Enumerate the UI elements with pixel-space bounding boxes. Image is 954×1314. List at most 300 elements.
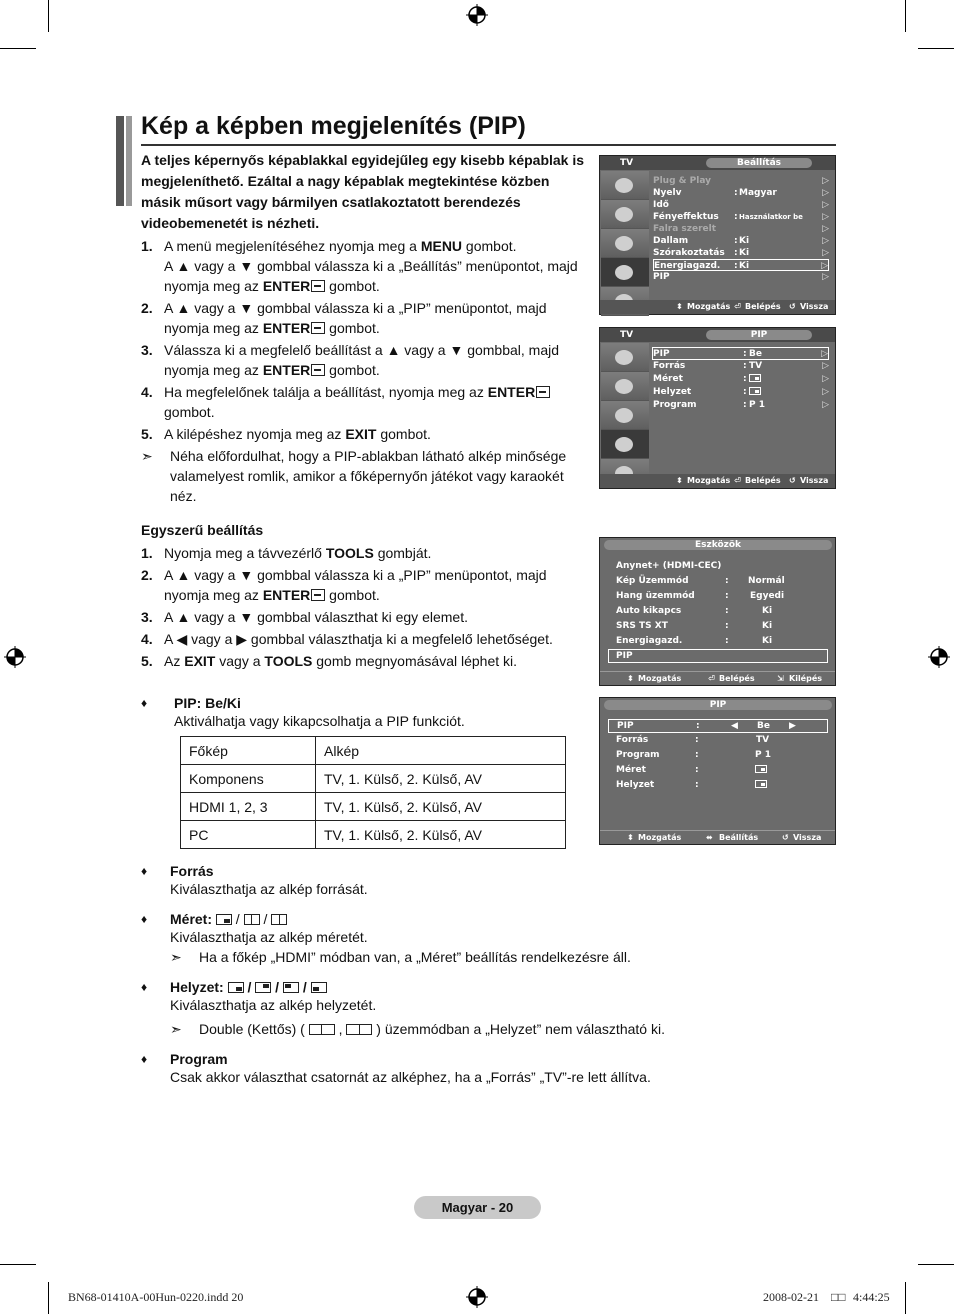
osd-row-value: Normál	[748, 576, 785, 586]
osd-row-sep: :	[734, 248, 738, 258]
osd-row-sep: :	[734, 212, 738, 222]
table-cell: TV, 1. Külső, 2. Külső, AV	[316, 793, 566, 821]
step-text: gombot.	[325, 587, 380, 603]
osd-menu-title: PIP	[604, 700, 832, 710]
osd-hint: Mozgatás	[687, 302, 731, 311]
osd-pip-menu	[599, 327, 836, 489]
enter-icon	[311, 589, 325, 601]
key-name: TOOLS	[325, 545, 374, 561]
step-text: A kilépéshez nyomja meg az	[164, 426, 346, 442]
note-text: ) üzemmódban a „Helyzet” nem választható ki.	[376, 1021, 665, 1037]
double-mode-wide-icon	[346, 1024, 372, 1035]
osd-row-value: TV	[756, 735, 770, 745]
crop-mark	[905, 1282, 906, 1314]
osd-row-selected[interactable]	[608, 719, 828, 733]
osd-row[interactable]	[652, 386, 829, 399]
table-cell: HDMI 1, 2, 3	[181, 793, 316, 821]
osd-row-label: Forrás	[616, 735, 649, 745]
osd-sidebar	[601, 343, 649, 488]
osd-menu-rows	[652, 347, 829, 412]
step-text: A menü megjelenítéséhez nyomja meg a	[164, 238, 421, 254]
osd-row-value: Ki	[739, 248, 750, 258]
return-icon: ↺	[789, 302, 796, 311]
bullet-icon: ♦	[141, 980, 148, 994]
step-item	[141, 382, 591, 422]
slug-time: 4:44:25	[853, 1290, 890, 1304]
move-icon: ⬍	[676, 302, 683, 311]
crop-mark	[918, 48, 954, 49]
picture-menu-icon[interactable]	[601, 343, 649, 372]
osd-row-label: PIP	[653, 349, 670, 359]
osd-hint: Beállítás	[719, 833, 759, 842]
step-number: 5.	[141, 426, 153, 442]
registration-mark-icon	[928, 646, 950, 668]
osd-row-label: Nyelv	[653, 188, 682, 198]
osd-row-label: Energiagazd.	[616, 636, 683, 646]
osd-row-sep: :	[734, 236, 738, 246]
chevron-right-icon: ▷	[821, 349, 828, 359]
size-double-icon	[244, 914, 260, 925]
crop-mark	[905, 0, 906, 32]
osd-row-label: Helyzet	[616, 780, 655, 790]
osd-row[interactable]	[608, 604, 828, 619]
osd-row-label: Méret	[653, 374, 683, 384]
osd-row-label: PIP	[653, 272, 670, 282]
osd-row[interactable]	[653, 235, 829, 247]
osd-source-label: TV	[620, 330, 634, 340]
note-text: ,	[338, 1021, 343, 1037]
step-number: 4.	[141, 384, 153, 400]
osd-row-label: Szórakoztatás	[653, 248, 725, 258]
chevron-right-icon: ▷	[822, 200, 829, 210]
note-arrow-icon: ➣	[141, 448, 153, 464]
osd-row-label: Idő	[653, 200, 669, 210]
channel-menu-icon[interactable]	[601, 229, 649, 258]
crop-mark	[48, 1282, 49, 1314]
osd-row-sep: :	[695, 780, 699, 790]
osd-row[interactable]	[608, 574, 828, 589]
osd-row-label: Forrás	[653, 361, 686, 371]
step-number: 5.	[141, 653, 153, 669]
osd-hint: Belépés	[719, 674, 755, 683]
osd-row-value: TV	[749, 361, 763, 371]
step-item	[141, 543, 591, 563]
table-cell: Főkép	[181, 737, 316, 765]
osd-row-sep: :	[725, 606, 729, 616]
osd-row-sep: :	[725, 576, 729, 586]
note	[141, 446, 591, 506]
osd-header	[600, 156, 835, 170]
step-text: A ▲ vagy a ▼ gombbal válassza ki a „PIP” menüpontot, majd nyomja meg az	[164, 567, 547, 603]
osd-row-label: Dallam	[653, 236, 689, 246]
osd-row-label: Fényeffektus	[653, 212, 719, 222]
osd-tools-menu	[599, 537, 836, 686]
key-name: EXIT	[345, 426, 377, 442]
osd-row[interactable]	[653, 199, 829, 211]
step-text: Nyomja meg a távvezérlő	[164, 545, 326, 561]
chevron-right-icon: ▷	[822, 374, 829, 384]
channel-menu-icon[interactable]	[601, 401, 649, 430]
pip-source-table	[180, 736, 566, 849]
file-slug: BN68-01410A-00Hun-0220.indd 20	[68, 1290, 244, 1304]
step-item	[141, 424, 591, 444]
chevron-right-icon: ▷	[822, 400, 829, 410]
osd-hint: Vissza	[800, 476, 829, 485]
osd-sidebar	[601, 171, 649, 316]
chevron-right-icon: ▷	[822, 272, 829, 282]
note-text: Ha a főkép „HDMI” módban van, a „Méret” beállítás rendelkezésre áll.	[199, 949, 631, 965]
osd-row-sep: :	[743, 374, 747, 384]
step-text: gombot.	[462, 238, 517, 254]
osd-hint: Belépés	[745, 476, 781, 485]
osd-menu-title: Beállítás	[706, 158, 812, 168]
option-label: Program	[170, 1051, 228, 1067]
table-cell: TV, 1. Külső, 2. Külső, AV	[316, 765, 566, 793]
osd-row-value: Ki	[762, 606, 773, 616]
left-right-icon: ⬌	[706, 833, 713, 842]
note-arrow-icon: ➣	[170, 1021, 182, 1037]
osd-row[interactable]	[653, 211, 829, 223]
table-row	[181, 793, 566, 821]
separator: /	[247, 979, 252, 995]
key-name: TOOLS	[264, 653, 313, 669]
osd-row-sep: :	[695, 765, 699, 775]
osd-row-label: Energiagazd.	[654, 261, 721, 271]
move-icon: ⬍	[676, 476, 683, 485]
step-item	[141, 340, 591, 380]
osd-row-label: Plug & Play	[653, 176, 711, 186]
step-text: Az	[164, 653, 185, 669]
osd-menu-title: PIP	[706, 330, 812, 340]
option-desc: Kiválaszthatja az alkép forrását.	[170, 881, 368, 897]
osd-row[interactable]	[608, 733, 828, 748]
title-accent-bar	[126, 116, 132, 206]
osd-header	[600, 328, 835, 342]
osd-row-sep: :	[725, 636, 729, 646]
chevron-right-icon: ▷	[822, 248, 829, 258]
key-name: ENTER	[262, 362, 311, 378]
osd-row[interactable]	[653, 223, 829, 235]
step-text: gomb megnyomásával léphet ki.	[312, 653, 518, 669]
chevron-right-icon: ▷	[822, 176, 829, 186]
osd-row[interactable]	[653, 175, 829, 187]
position-top-left-icon	[283, 982, 299, 993]
osd-position-icon	[755, 778, 767, 793]
osd-row-label: Program	[653, 400, 697, 410]
osd-row[interactable]	[653, 187, 829, 199]
step-text: gombot.	[325, 362, 380, 378]
osd-row-value: Magyar	[739, 188, 777, 198]
step-text: A ▲ vagy a ▼ gombbal választhat ki egy elemet.	[164, 609, 468, 625]
osd-row[interactable]	[652, 399, 829, 412]
chevron-right-icon: ▷	[822, 224, 829, 234]
step-item	[141, 298, 591, 338]
osd-row[interactable]	[652, 360, 829, 373]
osd-hint: Belépés	[745, 302, 781, 311]
osd-hint: Vissza	[800, 302, 829, 311]
osd-footer	[600, 474, 835, 488]
osd-hint: Mozgatás	[638, 833, 682, 842]
osd-hint: Kilépés	[789, 674, 823, 683]
key-name: MENU	[420, 238, 463, 254]
osd-row[interactable]	[608, 748, 828, 763]
osd-row-selected[interactable]	[653, 259, 829, 271]
arrow-left-icon[interactable]: ◀	[731, 721, 738, 731]
osd-pip-tools	[599, 697, 836, 845]
option-helyzet	[141, 978, 701, 1038]
step-number: 3.	[141, 342, 153, 358]
enter-icon	[311, 322, 325, 334]
note	[170, 948, 701, 966]
enter-icon: ⏎	[734, 302, 741, 311]
osd-row-sep: :	[725, 591, 729, 601]
position-top-right-icon	[255, 982, 271, 993]
osd-row-sep: :	[734, 188, 738, 198]
option-program	[141, 1050, 701, 1086]
double-mode-icon	[309, 1024, 335, 1035]
osd-menu-rows	[653, 175, 829, 283]
osd-size-icon	[755, 763, 767, 778]
osd-row-value: P 1	[749, 400, 765, 410]
note-text: Néha előfordulhat, hogy a PIP-ablakban látható alkép minősége valamelyest romlik, amikor a főképernyőn játékot vagy karaokét néz.	[170, 448, 567, 504]
osd-hint: Vissza	[793, 833, 822, 842]
bullet-icon: ♦	[141, 864, 148, 878]
chevron-right-icon: ▷	[822, 212, 829, 222]
separator: /	[275, 979, 280, 995]
registration-mark-icon	[466, 4, 488, 26]
osd-row[interactable]	[652, 373, 829, 386]
option-label: Forrás	[170, 863, 214, 879]
osd-footer	[600, 830, 835, 844]
intro-text: A teljes képernyős képablakkal egyidejűleg egy kisebb képablak is megjeleníthető. Ezáltal a nagy képablak megtekintése közben másik műsort vagy bármilyen csatlakoztatott berendezés videobemenetét is nézheti.	[141, 152, 585, 231]
table-cell: Komponens	[181, 765, 316, 793]
exit-icon: ⇲	[777, 674, 784, 683]
table-row	[181, 765, 566, 793]
osd-row-label: Falra szerelt	[653, 224, 717, 234]
osd-row-value: Ki	[739, 261, 750, 271]
crop-mark	[48, 0, 49, 32]
osd-row-sep: :	[695, 750, 699, 760]
registration-mark-icon	[4, 646, 26, 668]
step-text: Válassza ki a megfelelő beállítást a ▲ vagy a ▼ gombbal, majd nyomja meg az	[164, 342, 560, 378]
easy-steps-list	[141, 543, 591, 673]
osd-menu-rows	[608, 719, 828, 793]
step-number: 2.	[141, 567, 153, 583]
osd-hint: Mozgatás	[687, 476, 731, 485]
step-number: 2.	[141, 300, 153, 316]
step-item	[141, 565, 591, 605]
step-number: 1.	[141, 545, 153, 561]
table-cell: TV, 1. Külső, 2. Külső, AV	[316, 821, 566, 849]
slug-date: 2008-02-21	[763, 1290, 819, 1304]
osd-menu-title: Eszközök	[604, 540, 832, 550]
osd-row-label: SRS TS XT	[616, 621, 668, 631]
key-name: EXIT	[184, 653, 216, 669]
table-row	[181, 737, 566, 765]
option-meret	[141, 910, 701, 966]
separator: /	[302, 979, 307, 995]
osd-row-label: Hang üzemmód	[616, 591, 695, 601]
picture-menu-icon[interactable]	[601, 171, 649, 200]
table-cell: Alkép	[316, 737, 566, 765]
osd-row-sep: :	[743, 361, 747, 371]
enter-icon: ⏎	[708, 674, 715, 683]
crop-mark	[0, 1264, 36, 1265]
enter-icon	[311, 280, 325, 292]
title-accent-bar	[116, 116, 124, 206]
osd-row[interactable]	[608, 778, 828, 793]
steps-list	[141, 236, 591, 506]
step-text: A ◀ vagy a ▶ gombbal választhatja ki a megfelelő lehetőséget.	[164, 631, 553, 647]
key-name: ENTER	[262, 278, 311, 294]
step-item	[141, 607, 591, 627]
osd-row[interactable]	[608, 634, 828, 649]
osd-menu-rows	[608, 559, 828, 663]
bullet-icon: ♦	[141, 696, 148, 710]
section-heading: Egyszerű beállítás	[141, 522, 264, 538]
step-text: vagy a	[215, 653, 265, 669]
osd-footer	[600, 671, 835, 685]
option-desc: Aktiválhatja vagy kikapcsolhatja a PIP funkciót.	[174, 713, 465, 729]
osd-row-label: Kép Üzemmód	[616, 576, 689, 586]
step-item	[141, 651, 591, 671]
size-small-icon	[216, 914, 232, 925]
osd-row-value: Ki	[762, 636, 773, 646]
osd-row-sep: :	[743, 349, 747, 359]
position-bottom-right-icon	[228, 982, 244, 993]
option-label: Helyzet:	[170, 979, 224, 995]
osd-row-sep: :	[696, 721, 700, 731]
osd-row-value: Ki	[762, 621, 773, 631]
enter-icon	[311, 364, 325, 376]
option-label: PIP: Be/Ki	[174, 695, 241, 711]
osd-header	[600, 538, 835, 552]
title-divider	[141, 144, 836, 146]
note-arrow-icon: ➣	[170, 949, 182, 965]
osd-row-label: Program	[616, 750, 660, 760]
bullet-icon: ♦	[141, 1052, 148, 1066]
step-text: gombját.	[373, 545, 432, 561]
osd-row-value: P 1	[755, 750, 771, 760]
osd-row-label: Helyzet	[653, 387, 692, 397]
osd-row[interactable]	[608, 559, 828, 574]
osd-row-value: Ki	[739, 236, 750, 246]
key-name: ENTER	[262, 587, 311, 603]
table-row	[181, 821, 566, 849]
table-cell: PC	[181, 821, 316, 849]
size-double-wide-icon	[271, 914, 287, 925]
osd-source-label: TV	[620, 158, 634, 168]
osd-row-selected[interactable]	[608, 649, 828, 663]
osd-row[interactable]	[608, 589, 828, 604]
osd-size-icon	[749, 373, 761, 385]
option-desc: Kiválaszthatja az alkép helyzetét.	[170, 997, 377, 1013]
osd-row[interactable]	[653, 247, 829, 259]
position-bottom-left-icon	[311, 982, 327, 993]
step-item	[141, 236, 591, 296]
page-title: Kép a képben megjelenítés (PIP)	[141, 112, 526, 140]
step-text: gombot.	[325, 320, 380, 336]
registration-mark-icon	[466, 1286, 488, 1308]
step-text: gombot.	[325, 278, 380, 294]
option-desc: Kiválaszthatja az alkép méretét.	[170, 929, 368, 945]
step-number: 3.	[141, 609, 153, 625]
osd-row[interactable]	[608, 619, 828, 634]
step-text: gombot.	[164, 404, 215, 420]
arrow-right-icon[interactable]: ▶	[789, 721, 796, 731]
osd-row-selected[interactable]	[652, 347, 829, 360]
move-icon: ⬍	[627, 833, 634, 842]
note	[170, 1020, 701, 1038]
crop-mark	[918, 1264, 954, 1265]
step-text: gombot.	[376, 426, 431, 442]
step-text: A ▲ vagy a ▼ gombbal válassza ki a „PIP” menüpontot, majd nyomja meg az	[164, 300, 547, 336]
option-label: Méret:	[170, 911, 213, 927]
osd-row-sep: :	[734, 261, 738, 271]
osd-header	[600, 698, 835, 712]
osd-hint: Mozgatás	[638, 674, 682, 683]
sound-menu-icon[interactable]	[601, 372, 649, 401]
step-text: Ha megfelelőnek találja a beállítást, nyomja meg az	[164, 384, 488, 400]
option-forras	[141, 862, 701, 898]
chevron-right-icon: ▷	[822, 188, 829, 198]
key-name: ENTER	[487, 384, 536, 400]
osd-footer	[600, 300, 835, 314]
crop-mark	[0, 48, 36, 49]
option-list	[141, 862, 701, 1098]
step-item	[141, 629, 591, 649]
step-text: A ▲ vagy a ▼ gombbal válassza ki a „Beállítás” menüpontot, majd nyomja meg az	[164, 258, 578, 294]
enter-icon: ⏎	[734, 476, 741, 485]
osd-row-value: Használatkor be	[739, 213, 803, 221]
move-icon: ⬍	[627, 674, 634, 683]
osd-row-sep: :	[695, 735, 699, 745]
note-text: Double (Kettős) (	[199, 1021, 305, 1037]
osd-row-sep: :	[743, 387, 747, 397]
osd-row-value: Be	[749, 349, 762, 359]
osd-row-value: Be	[757, 721, 770, 731]
osd-row-value: Egyedi	[750, 591, 785, 601]
osd-row-sep: :	[743, 400, 747, 410]
osd-row[interactable]	[608, 763, 828, 778]
key-name: ENTER	[262, 320, 311, 336]
chevron-right-icon: ▷	[822, 387, 829, 397]
osd-row-label: Anynet+ (HDMI-CEC)	[616, 561, 722, 571]
osd-row-label: Méret	[616, 765, 646, 775]
option-desc: Csak akkor választhat csatornát az alképhez, ha a „Forrás” „TV”-re lett állítva.	[170, 1069, 651, 1085]
sound-menu-icon[interactable]	[601, 200, 649, 229]
chevron-right-icon: ▷	[822, 236, 829, 246]
page-number: Magyar - 20	[414, 1196, 541, 1219]
return-icon: ↺	[782, 833, 789, 842]
slug-boxes: □□	[831, 1290, 846, 1304]
chevron-right-icon: ▷	[822, 361, 829, 371]
osd-position-icon	[749, 386, 761, 398]
osd-row[interactable]	[653, 271, 829, 283]
setup-gear-icon[interactable]	[601, 430, 649, 459]
chevron-right-icon: ▷	[821, 261, 828, 271]
osd-setup-menu	[599, 155, 836, 315]
enter-icon	[536, 386, 550, 398]
step-number: 1.	[141, 238, 153, 254]
setup-gear-icon[interactable]	[601, 258, 649, 287]
return-icon: ↺	[789, 476, 796, 485]
osd-row-label: Auto kikapcs	[616, 606, 682, 616]
separator: /	[263, 911, 268, 927]
bullet-icon: ♦	[141, 912, 148, 926]
osd-row-label: PIP	[616, 651, 633, 661]
step-number: 4.	[141, 631, 153, 647]
